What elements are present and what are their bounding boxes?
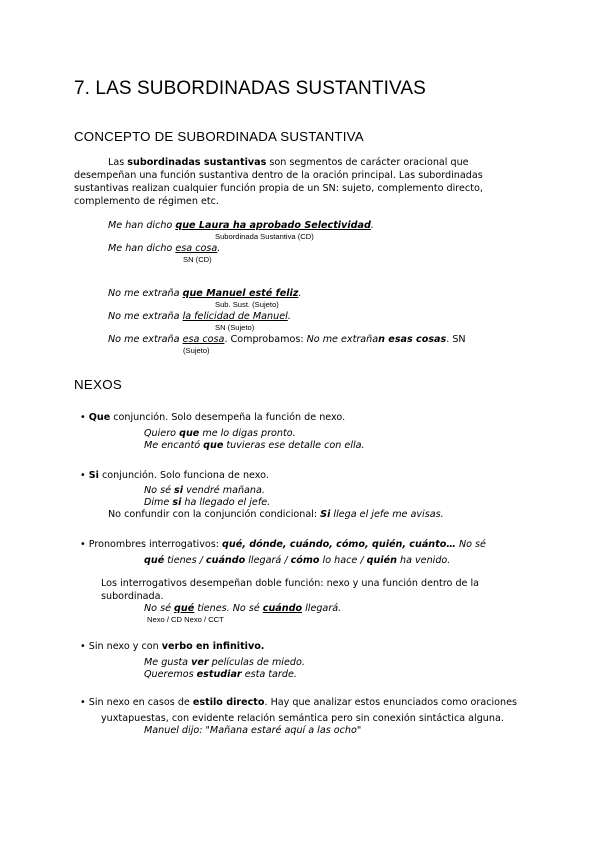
example-sentence: Me han dicho esa cosa. (108, 243, 221, 254)
example-sentence: Queremos estudiar esta tarde. (144, 669, 297, 680)
example-sentence: qué tienes / cuándo llegará / cómo lo hace / quién ha venido. (144, 555, 451, 566)
bullet-estilo-directo: • Sin nexo en casos de estilo directo. Hay que analizar estos enunciados como oraciones (80, 697, 518, 708)
section-heading-concepto: CONCEPTO DE SUBORDINADA SUSTANTIVA (74, 129, 364, 144)
example-sentence: No me extraña la felicidad de Manuel. (108, 311, 291, 322)
example-sentence: No sé si vendré mañana. (144, 485, 265, 496)
syntax-label: SN (CD) (183, 255, 212, 264)
concept-paragraph-line-3: sustantivas realizan cualquier función propia de un SN: sujeto, complemento directo, (74, 183, 483, 194)
example-sentence: Me encantó que tuvieras ese detalle con ella. (144, 440, 365, 451)
bullet-pronombres: • Pronombres interrogativos: qué, dónde, cuándo, cómo, quién, cuánto… No sé (80, 539, 486, 550)
page-title: 7. LAS SUBORDINADAS SUSTANTIVAS (74, 78, 426, 99)
example-sentence: No sé qué tienes. No sé cuándo llegará. (144, 603, 342, 614)
bullet-que: • Que conjunción. Solo desempeña la función de nexo. (80, 412, 346, 423)
si-note: No confundir con la conjunción condicional: Si llega el jefe me avisas. (108, 509, 444, 520)
pronombres-paragraph-line-2: subordinada. (101, 591, 164, 602)
example-sentence: No me extraña esa cosa. Comprobamos: No me extrañan esas cosas. SN (108, 334, 466, 345)
example-sentence: Me gusta ver películas de miedo. (144, 657, 305, 668)
pronombres-paragraph-line-1: Los interrogativos desempeñan doble función: nexo y una función dentro de la (101, 578, 480, 589)
example-sentence: Dime si ha llegado el jefe. (144, 497, 271, 508)
syntax-label: Subordinada Sustantiva (CD) (215, 232, 314, 241)
concept-paragraph-line-4: complemento de régimen etc. (74, 196, 219, 207)
example-sentence: Me han dicho que Laura ha aprobado Selectividad. (108, 220, 374, 231)
bullet-si: • Si conjunción. Solo funciona de nexo. (80, 470, 269, 481)
example-sentence: Quiero que me lo digas pronto. (144, 428, 296, 439)
concept-paragraph-line-2: desempeñan una función sustantiva dentro de la oración principal. Las subordinadas (74, 170, 483, 181)
concept-paragraph-line-1: Las subordinadas sustantivas son segmentos de carácter oracional que (108, 157, 469, 168)
example-sentence: No me extraña que Manuel esté feliz. (108, 288, 302, 299)
example-sentence: Manuel dijo: "Mañana estaré aquí a las ocho" (144, 725, 362, 736)
syntax-label: Sub. Sust. (Sujeto) (215, 300, 279, 309)
syntax-label: SN (Sujeto) (215, 323, 255, 332)
section-heading-nexos: NEXOS (74, 377, 123, 392)
syntax-label: (Sujeto) (183, 346, 210, 355)
bullet-infinitivo: • Sin nexo y con verbo en infinitivo. (80, 641, 265, 652)
syntax-label: Nexo / CD Nexo / CCT (147, 615, 224, 624)
estilo-directo-line-2: yuxtapuestas, con evidente relación semántica pero sin conexión sintáctica alguna. (101, 713, 504, 724)
